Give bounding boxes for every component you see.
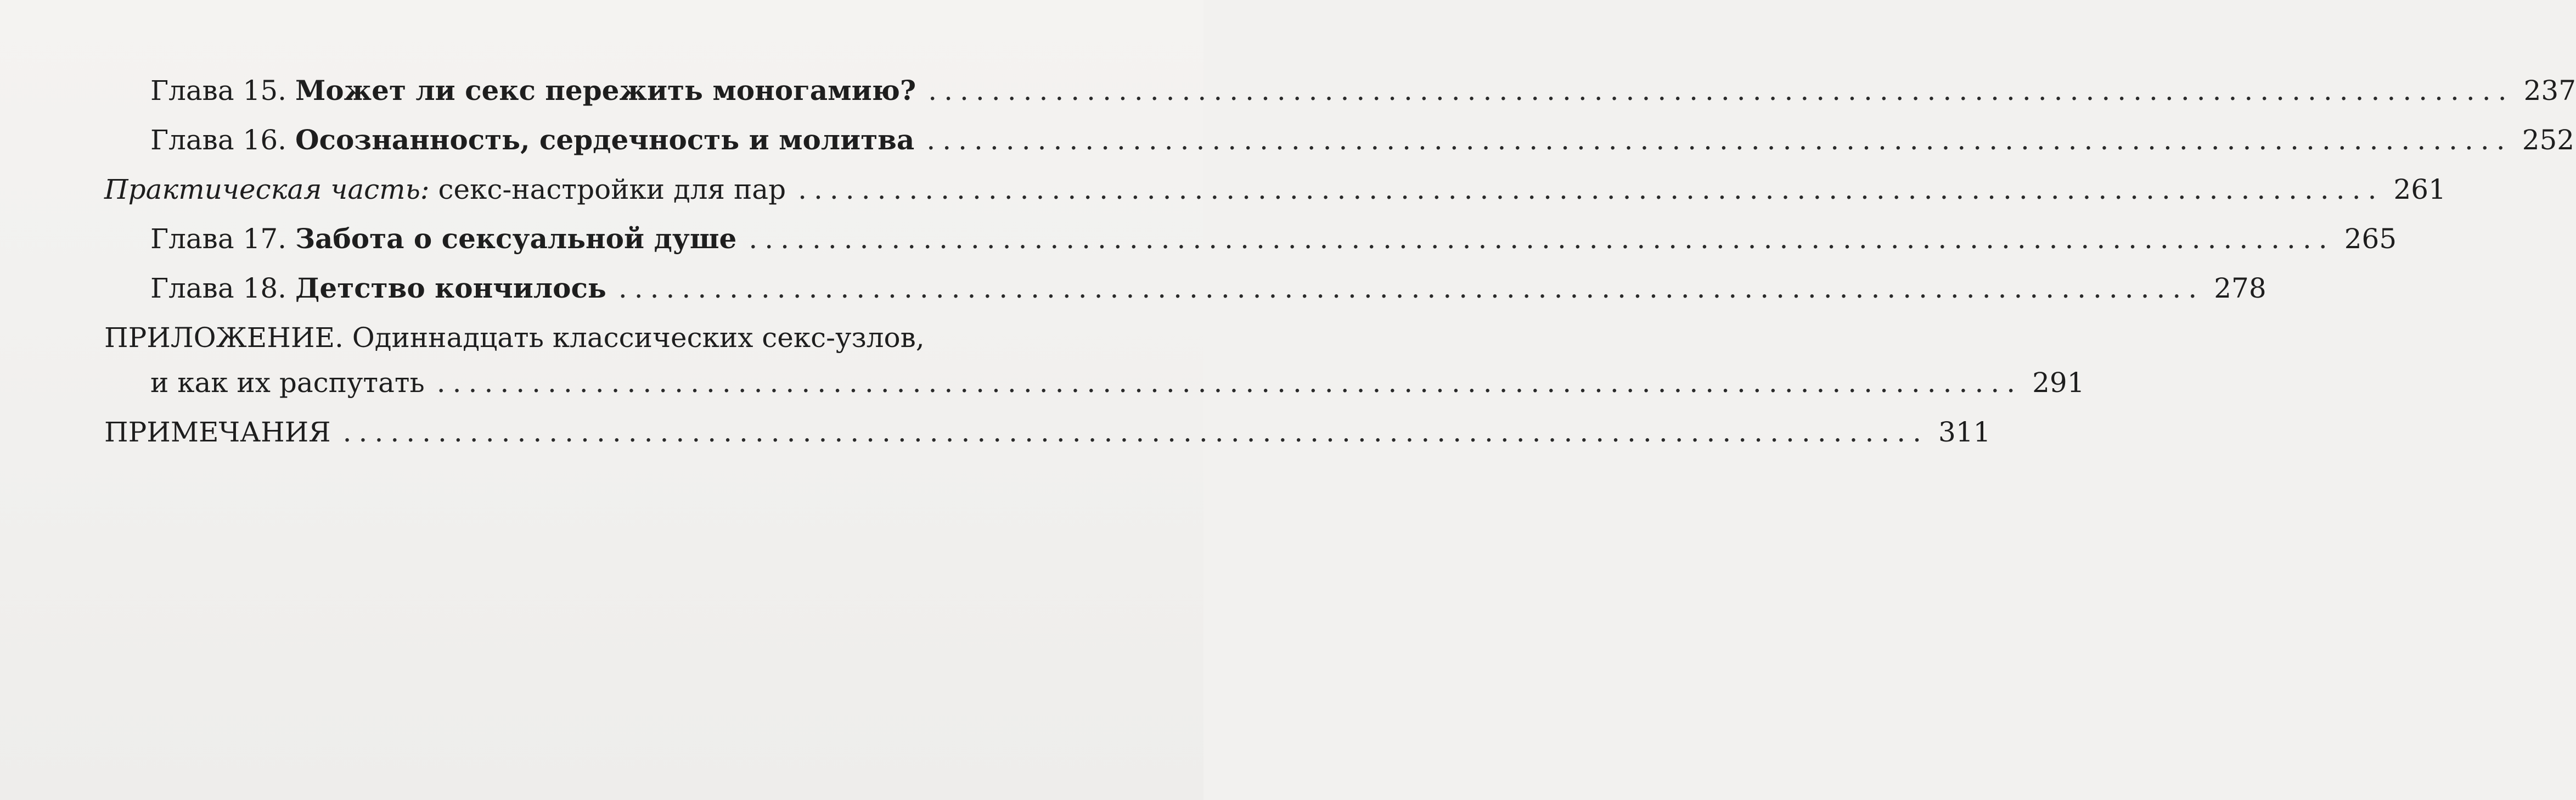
page-number: 237	[2523, 75, 2576, 107]
toc-entry-chapter-15	[104, 66, 2576, 115]
dot-leader: ....................................................................................................	[928, 75, 2514, 107]
dot-leader: ....................................................................................................	[342, 416, 1929, 448]
dot-leader: ....................................................................................................	[618, 272, 2204, 304]
chapter-number: Глава 18.	[150, 272, 295, 304]
page-number: 278	[2214, 272, 2266, 304]
toc-entry-label	[104, 165, 786, 214]
appendix-title-line-1: ПРИЛОЖЕНИЕ. Одиннадцать классических секс-узлов,	[104, 322, 925, 354]
toc-entry-chapter-16	[104, 115, 2575, 165]
toc-entry-chapter-18	[104, 264, 2266, 313]
chapter-number: Глава 16.	[150, 124, 295, 156]
page-number: 265	[2344, 223, 2397, 255]
chapter-number: Глава 17.	[150, 223, 295, 255]
section-prefix: Практическая часть:	[104, 174, 438, 205]
dot-leader: ....................................................................................................	[436, 367, 2023, 399]
appendix-title-line-2: и как их распутать	[150, 367, 425, 399]
toc-entry-label	[150, 214, 736, 264]
chapter-title: Осознанность, сердечность и молитва	[295, 124, 915, 156]
page-number: 261	[2393, 174, 2446, 205]
chapter-title: Может ли секс пережить моногамию?	[295, 74, 916, 107]
toc-entry-chapter-17	[104, 214, 2397, 264]
toc-entry-label	[150, 66, 916, 115]
chapter-title: Забота о сексуальной душе	[295, 222, 737, 255]
toc-entry-label	[150, 115, 914, 165]
page-number: 291	[2032, 367, 2085, 399]
toc-entry-notes	[104, 407, 1991, 457]
page-number: 311	[1938, 416, 1991, 448]
notes-title: ПРИМЕЧАНИЯ	[104, 416, 331, 448]
table-of-contents	[104, 66, 2576, 457]
section-title: секс-настройки для пар	[438, 174, 786, 205]
dot-leader: ....................................................................................................	[798, 174, 2384, 205]
chapter-title: Детство кончилось	[295, 272, 606, 304]
dot-leader: ....................................................................................................	[926, 124, 2512, 156]
dot-leader: ....................................................................................................	[749, 223, 2335, 255]
chapter-number: Глава 15.	[150, 75, 295, 107]
toc-entry-label	[150, 264, 606, 313]
page-number: 252	[2522, 124, 2575, 156]
toc-entry-appendix	[104, 313, 2085, 407]
toc-entry-practical-part	[104, 165, 2446, 214]
